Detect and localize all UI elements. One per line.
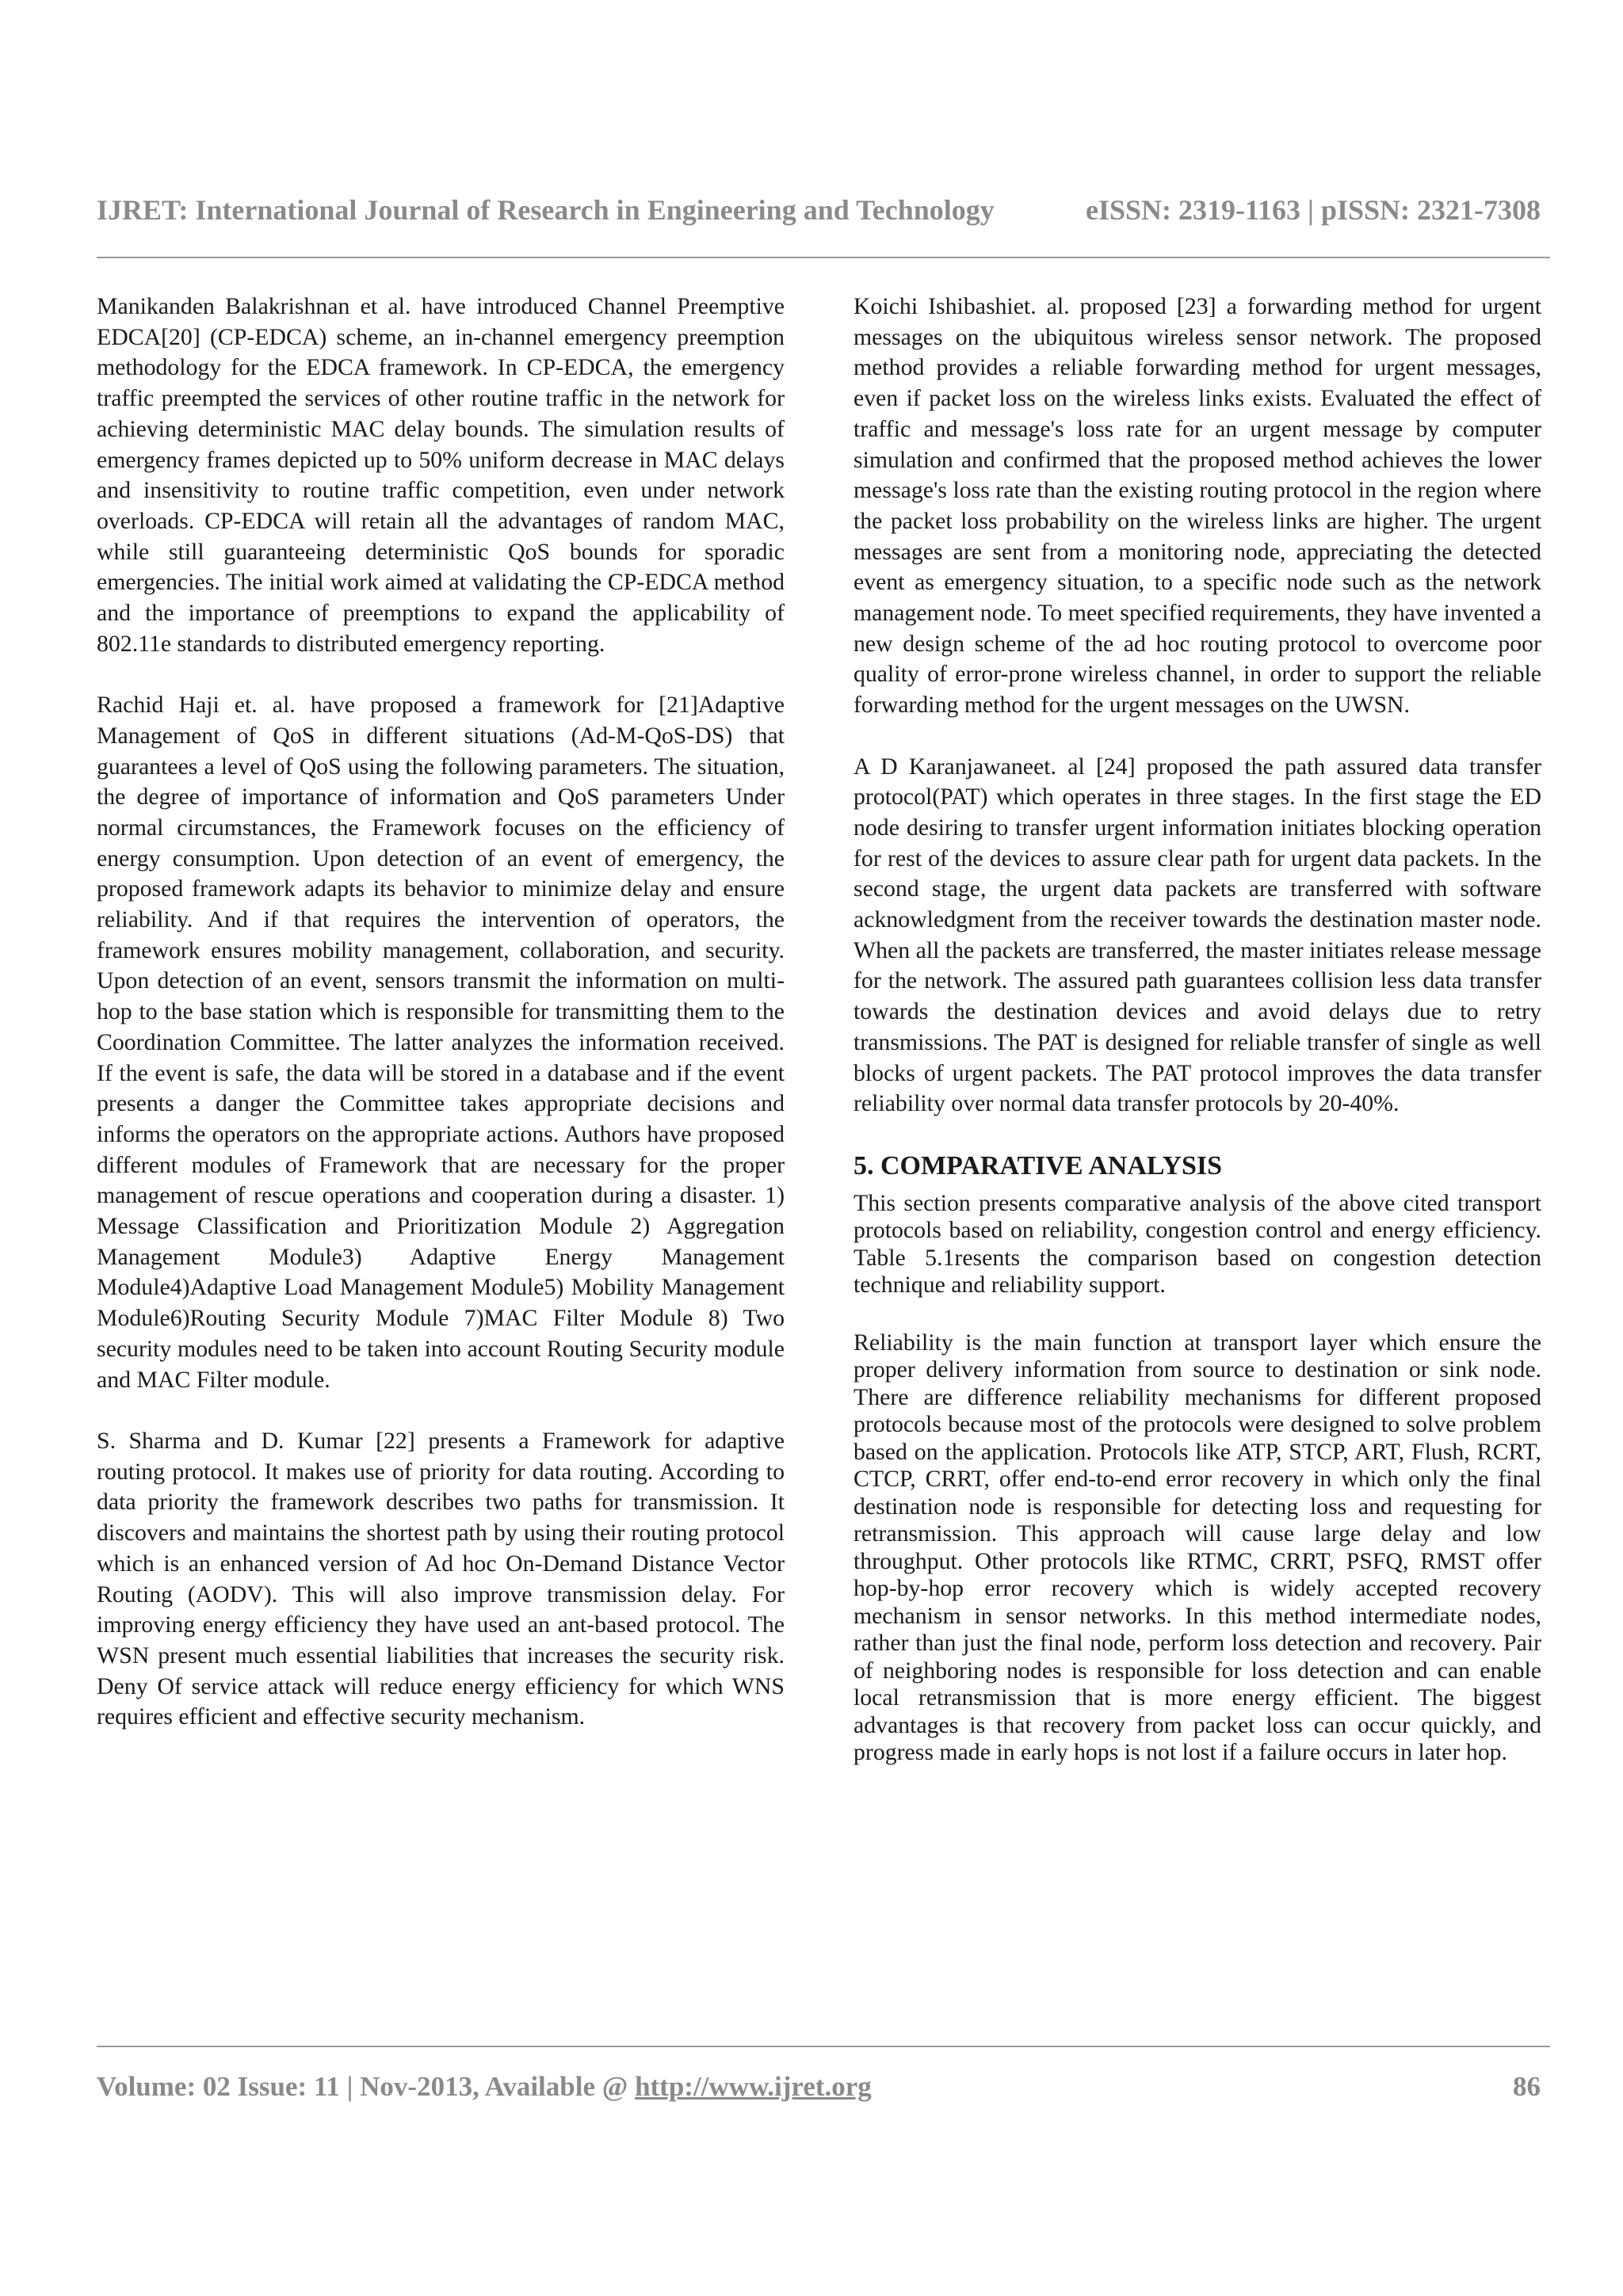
journal-link[interactable]: http://www.ijret.org (635, 2071, 872, 2102)
paragraph-ad-m-qos-ds: Rachid Haji et. al. have proposed a framework for [21]Adaptive Management of QoS in different situations (Ad-M-QoS-DS) that guarantees a level of QoS using the following parameters. The situation, the degree of importance of information and QoS parameters Under normal circumstances, the Framework focuses on the efficiency of energy consumption. Upon detection of an event of emergency, the proposed framework adapts its behavior to minimize delay and ensure reliability. And if that requires the intervention of operators, the framework ensures mobility management, collaboration, and security. Upon detection of an event, sensors transmit the information on multi-hop to the base station which is responsible for transmitting them to the Coordination Committee. The latter analyzes the information received. If the event is safe, the data will be stored in a database and if the event presents a danger the Committee takes appropriate decisions and informs the operators on the appropriate actions. Authors have proposed different modules of Framework that are necessary for the proper management of rescue operations and cooperation during a disaster. 1) Message Classification and Prioritization Module 2) Aggregation Management Module3) Adaptive Energy Management Module4)Adaptive Load Management Module5) Mobility Management Module6)Routing Security Module 7)MAC Filter Module 8) Two security modules need to be taken into account Routing Security module and MAC Filter module. (97, 692, 785, 1393)
paragraph-cp-edca: Manikanden Balakrishnan et al. have introduced Channel Preemptive EDCA[20] (CP-EDCA) scheme, an in-channel emergency preemption methodology for the EDCA framework. In CP-EDCA, the emergency traffic preempted the services of other routine traffic in the network for achieving deterministic MAC delay bounds. The simulation results of emergency frames depicted up to 50% uniform decrease in MAC delays and insensitivity to routine traffic competition, even under network overloads. CP-EDCA will retain all the advantages of random MAC, while still guaranteeing deterministic QoS bounds for sporadic emergencies. The initial work aimed at validating the CP-EDCA method and the importance of preemptions to expand the applicability of 802.11e standards to distributed emergency reporting. (97, 293, 785, 657)
page-footer (97, 2071, 1541, 2103)
paragraph-adaptive-routing: S. Sharma and D. Kumar [22] presents a Framework for adaptive routing protocol. It makes use of priority for data routing. According to data priority the framework describes two paths for transmission. It discovers and maintains the shortest path by using their routing protocol which is an enhanced version of Ad hoc On-Demand Distance Vector Routing (AODV). This will also improve transmission delay. For improving energy efficiency they have used an ant-based protocol. The WSN present much essential liabilities that increases the security risk. Deny Of service attack will reduce energy efficiency for which WNS requires efficient and effective security mechanism. (97, 1427, 785, 1730)
paragraph-reliability: Reliability is the main function at transport layer which ensure the proper delivery information from source to destination or sink node. There are difference reliability mechanisms for different proposed protocols because most of the protocols were designed to solve problem based on the application. Protocols like ATP, STCP, ART, Flush, RCRT, CTCP, CRRT, offer end-to-end error recovery in which only the final destination node is responsible for detecting loss and requesting for retransmission. This approach will cause large delay and low throughput. Other protocols like RTMC, CRRT, PSFQ, RMST offer hop-by-hop error recovery which is widely accepted recovery mechanism in sensor networks. In this method intermediate nodes, rather than just the final node, perform loss detection and recovery. Pair of neighboring nodes is responsible for loss detection and can enable local retransmission that is more energy efficient. The biggest advantages is that recovery from packet loss can occur quickly, and progress made in early hops is not lost if a failure occurs in later hop. (854, 1329, 1541, 1766)
section-heading-comparative-analysis: 5. COMPARATIVE ANALYSIS (854, 1150, 1223, 1180)
issn-info: eISSN: 2319-1163 | pISSN: 2321-7308 (1086, 194, 1541, 226)
paragraph-comparative-intro: This section presents comparative analysis of the above cited transport protocols based on reliability, congestion control and energy efficiency. Table 5.1resents the comparison based on congestion detection technique and reliability support. (854, 1189, 1541, 1299)
page-number: 86 (1513, 2071, 1541, 2102)
page-header (97, 193, 1541, 227)
right-column (854, 292, 1541, 1797)
journal-title: IJRET: International Journal of Research in Engineering and Technology (97, 194, 995, 226)
volume-text: Volume: 02 Issue: 11 | Nov-2013, Available @ (97, 2071, 636, 2102)
footer-divider (97, 2046, 1550, 2047)
paragraph-urgent-forwarding: Koichi Ishibashiet. al. proposed [23] a forwarding method for urgent messages on the ubiquitous wireless sensor network. The proposed method provides a reliable forwarding method for urgent messages, even if packet loss on the wireless links exists. Evaluated the effect of traffic and message's loss rate for an urgent message by computer simulation and confirmed that the proposed method achieves the lower message's loss rate than the existing routing protocol in the region where the packet loss probability on the wireless links are higher. The urgent messages are sent from a monitoring node, appreciating the detected event as emergency situation, to a specific node such as the network management node. To meet specified requirements, they have invented a new design scheme of the ad hoc routing protocol to overcome poor quality of error-prone wireless channel, in order to support the reliable forwarding method for the urgent messages on the UWSN. (854, 293, 1541, 719)
footer-volume (97, 2071, 872, 2103)
left-column (97, 292, 785, 1764)
header-divider (97, 257, 1550, 258)
paragraph-pat-protocol: A D Karanjawaneet. al [24] proposed the path assured data transfer protocol(PAT) which operates in three stages. In the first stage the ED node desiring to transfer urgent information initiates blocking operation for rest of the devices to assure clear path for urgent data packets. In the second stage, the urgent data packets are transferred with software acknowledgment from the receiver towards the destination master node. When all the packets are transferred, the master initiates release message for the network. The assured path guarantees collision less data transfer towards the destination devices and avoid delays due to retry transmissions. The PAT is designed for reliable transfer of single as well blocks of urgent packets. The PAT protocol improves the data transfer reliability over normal data transfer protocols by 20-40%. (854, 753, 1541, 1117)
